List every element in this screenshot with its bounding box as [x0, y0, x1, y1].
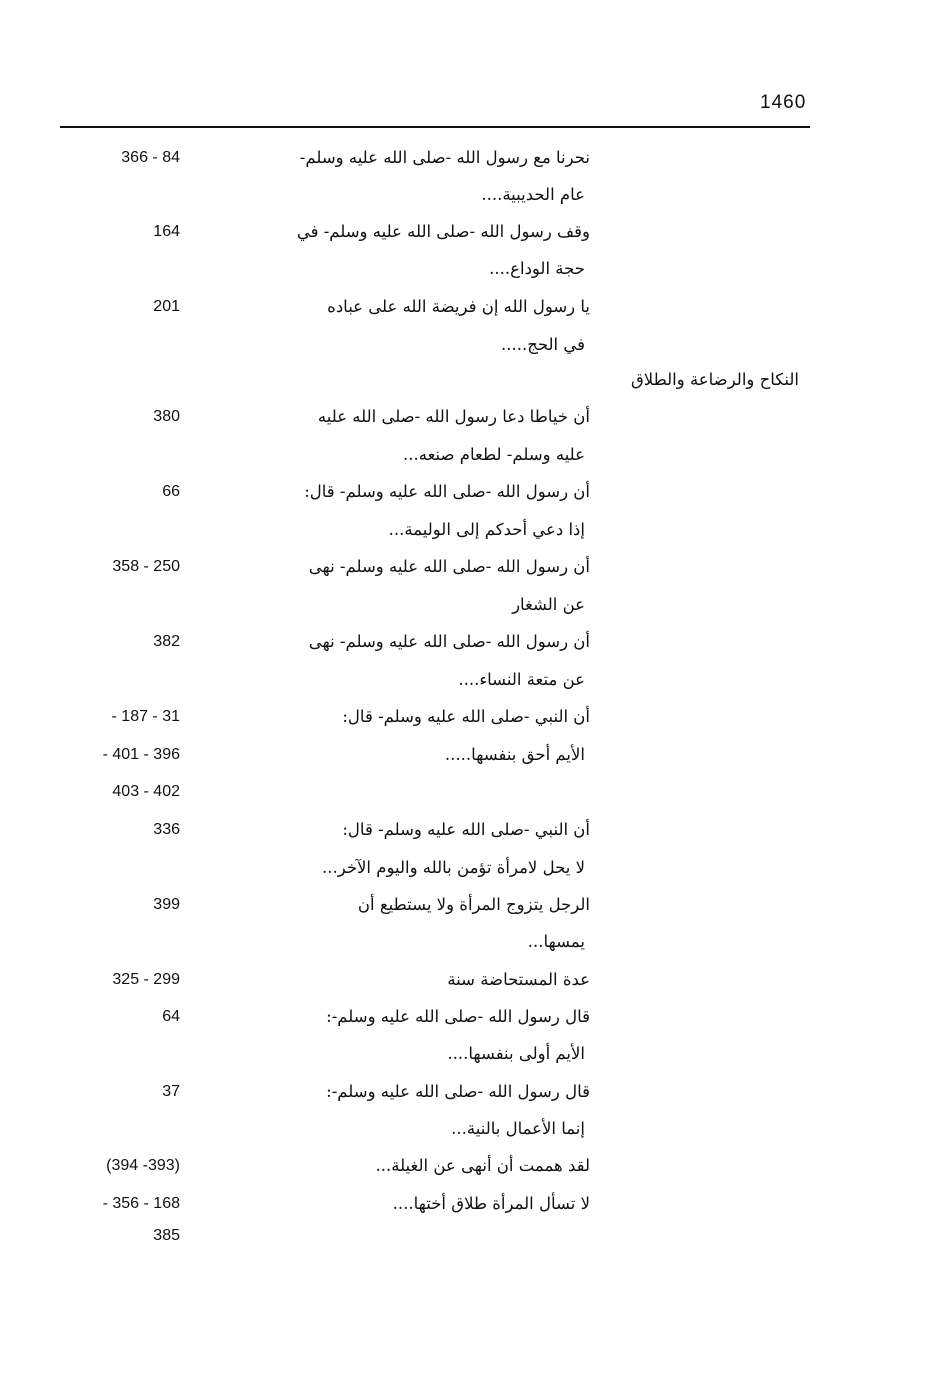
page-reference: - 187 - 31 [111, 708, 180, 725]
hadith-text-line: أن خياطا دعا رسول الله -صلى الله عليه [317, 407, 590, 426]
page-reference: 164 [153, 223, 180, 240]
hadith-text-line: وقف رسول الله -صلى الله عليه وسلم- في [296, 222, 590, 241]
hadith-text-line: عام الحديبية.... [481, 185, 585, 204]
hadith-text-line: الأيم أحق بنفسها..... [444, 745, 585, 764]
hadith-text-line: عن متعة النساء.... [458, 670, 585, 689]
hadith-text-line: يا رسول الله إن فريضة الله على عباده [327, 297, 590, 316]
hadith-text-line: لا يحل لامرأة تؤمن بالله واليوم الآخر... [321, 858, 585, 877]
hadith-text-line: أن رسول الله -صلى الله عليه وسلم- نهى [308, 557, 590, 576]
page-reference: - 401 - 396 [102, 746, 180, 763]
page-reference: 201 [153, 298, 180, 315]
page-number: 1460 [760, 92, 807, 113]
hadith-text-line: عن الشغار [512, 595, 585, 614]
page-reference: 358 - 250 [112, 558, 180, 575]
hadith-text-line: إذا دعي أحدكم إلى الوليمة... [388, 520, 585, 539]
hadith-text-line: الأيم أولى بنفسها.... [447, 1044, 585, 1063]
page-reference: 325 - 299 [112, 971, 180, 988]
hadith-text-line: أن النبي -صلى الله عليه وسلم- قال: [342, 707, 590, 726]
hadith-text-line: عليه وسلم- لطعام صنعه... [403, 445, 585, 464]
hadith-text-line: لقد هممت أن أنهى عن الغيلة... [375, 1156, 590, 1175]
section-heading: النكاح والرضاعة والطلاق [630, 370, 799, 389]
page-reference: 64 [162, 1008, 180, 1025]
hadith-text-line: لا تسأل المرأة طلاق أختها.... [392, 1194, 590, 1213]
hadith-text-line: الرجل يتزوج المرأة ولا يستطيع أن [357, 895, 590, 914]
hadith-text-line: عدة المستحاضة سنة [447, 970, 590, 989]
page-reference: 382 [153, 633, 180, 650]
page-reference: 385 [153, 1227, 180, 1244]
hadith-text-line: نحرنا مع رسول الله -صلى الله عليه وسلم- [299, 148, 590, 167]
hadith-text-line: حجة الوداع.... [489, 259, 585, 278]
page-reference: 336 [153, 821, 180, 838]
page-reference: 380 [153, 408, 180, 425]
page-reference: (394 -393) [106, 1157, 180, 1174]
page-reference: 366 - 84 [121, 149, 180, 166]
page-reference: - 356 - 168 [102, 1195, 180, 1212]
hadith-text-line: يمسها... [527, 932, 585, 951]
hadith-text-line: أن رسول الله -صلى الله عليه وسلم- قال: [304, 482, 590, 501]
hadith-text-line: قال رسول الله -صلى الله عليه وسلم-: [326, 1007, 590, 1026]
page-reference: 403 - 402 [112, 783, 180, 800]
hadith-text-line: أن رسول الله -صلى الله عليه وسلم- نهى [308, 632, 590, 651]
page-reference: 37 [162, 1083, 180, 1100]
hadith-text-line: في الحج..... [500, 335, 585, 354]
header-rule [60, 126, 810, 128]
hadith-text-line: أن النبي -صلى الله عليه وسلم- قال: [342, 820, 590, 839]
page-reference: 399 [153, 896, 180, 913]
hadith-text-line: قال رسول الله -صلى الله عليه وسلم-: [326, 1082, 590, 1101]
page-reference: 66 [162, 483, 180, 500]
hadith-text-line: إنما الأعمال بالنية... [451, 1119, 585, 1138]
